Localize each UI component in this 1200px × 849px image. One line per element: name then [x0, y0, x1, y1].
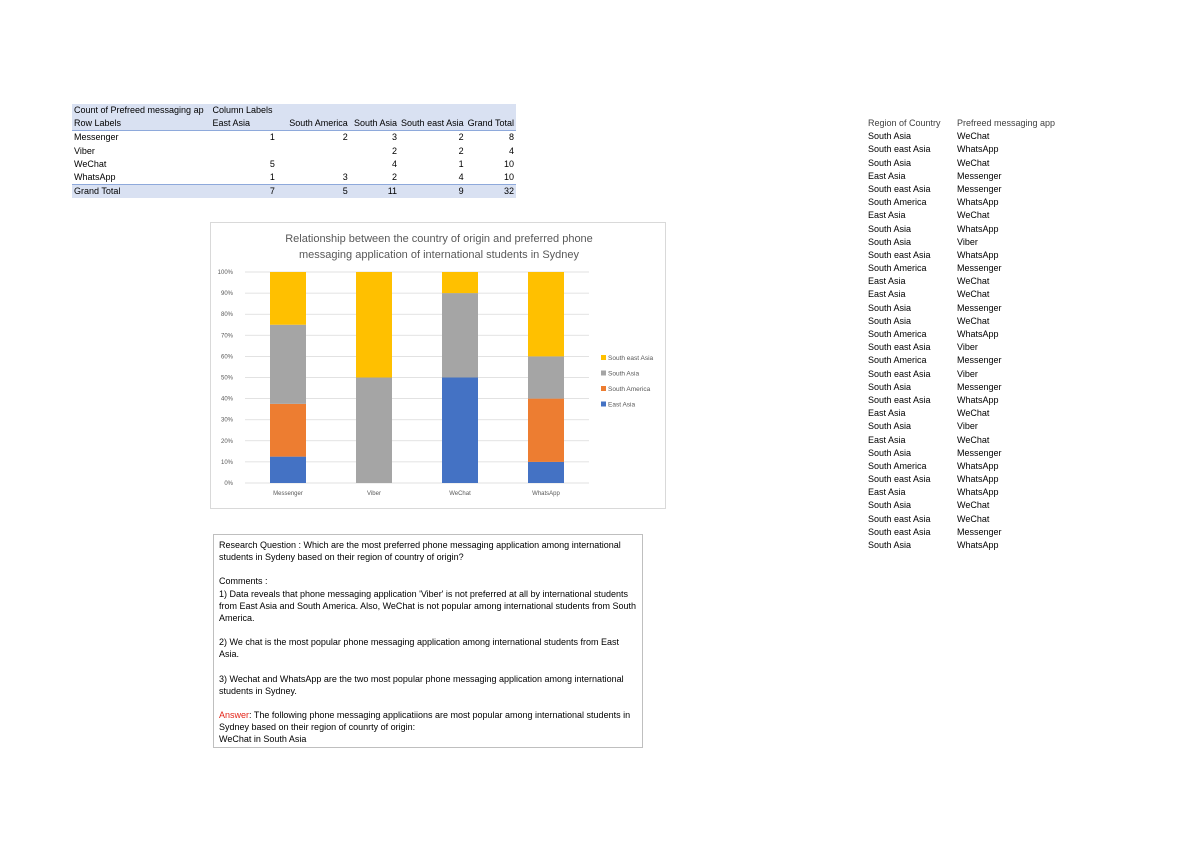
raw-region-cell[interactable]: South America	[868, 197, 927, 208]
pivot-row	[72, 171, 516, 185]
legend-label[interactable]: South Asia	[608, 370, 640, 378]
raw-data-row	[868, 328, 1067, 341]
raw-app-cell[interactable]: WeChat	[957, 315, 990, 326]
raw-data-row	[868, 249, 1067, 262]
raw-region-cell[interactable]: East Asia	[868, 408, 906, 419]
raw-data-header	[868, 117, 1067, 130]
pivot-col-header[interactable]: South America	[277, 117, 350, 131]
raw-app-cell[interactable]: WhatsApp	[957, 249, 999, 260]
research-notes-box	[213, 534, 643, 748]
y-tick-label: 70%	[220, 333, 233, 340]
pivot-row-labels[interactable]: Row Labels	[72, 117, 211, 131]
x-tick-label: Messenger	[273, 491, 303, 497]
bar-segment[interactable]	[528, 399, 564, 462]
comment-1: 1) Data reveals that phone messaging application 'Viber' is not preferred at all by international students from East Asia and South America. Also, WeChat is not popular among international students from South America.	[219, 588, 637, 624]
pivot-row	[72, 131, 516, 145]
legend-swatch	[601, 371, 606, 376]
raw-data-row	[868, 354, 1067, 367]
raw-region-cell[interactable]: East Asia	[868, 289, 906, 300]
raw-region-cell[interactable]: South Asia	[868, 131, 912, 142]
raw-region-cell[interactable]: South Asia	[868, 302, 912, 313]
legend-label[interactable]: East Asia	[608, 401, 636, 409]
raw-region-cell[interactable]: South Asia	[868, 315, 912, 326]
pivot-row	[72, 145, 516, 158]
raw-app-cell[interactable]: Messenger	[957, 263, 1002, 274]
raw-data-row	[868, 196, 1067, 209]
raw-app-cell[interactable]: WeChat	[957, 434, 990, 445]
raw-app-cell[interactable]: Viber	[957, 368, 978, 379]
raw-region-cell[interactable]: South America	[868, 263, 927, 274]
x-tick-label: WhatsApp	[532, 491, 560, 497]
pivot-row-label[interactable]: WeChat	[74, 158, 107, 169]
pivot-cell[interactable]	[211, 145, 277, 158]
raw-app-cell[interactable]: Messenger	[957, 447, 1002, 458]
raw-data-row	[868, 288, 1067, 301]
raw-app-cell[interactable]: Viber	[957, 421, 978, 432]
raw-region-cell[interactable]: South east Asia	[868, 368, 931, 379]
raw-region-cell[interactable]: South Asia	[868, 447, 912, 458]
bar-segment[interactable]	[442, 293, 478, 377]
raw-app-cell[interactable]: Messenger	[957, 170, 1002, 181]
raw-data-row	[868, 275, 1067, 288]
raw-data-row	[868, 315, 1067, 328]
raw-data-row	[868, 526, 1067, 539]
raw-region-cell[interactable]: South America	[868, 355, 927, 366]
raw-app-cell[interactable]: WeChat	[957, 408, 990, 419]
raw-data-row	[868, 223, 1067, 236]
comment-3: 3) Wechat and WhatsApp are the two most popular phone messaging application among international students in Sydney.	[219, 673, 624, 696]
pivot-col-header[interactable]: East Asia	[211, 117, 277, 131]
pivot-cell[interactable]: 2	[392, 145, 398, 156]
raw-data-row	[868, 473, 1067, 486]
raw-header-region[interactable]: Region of Country	[868, 118, 941, 128]
raw-data-list	[868, 117, 1067, 552]
pivot-cell[interactable]: 10	[503, 172, 514, 183]
raw-app-cell[interactable]: WeChat	[957, 210, 990, 221]
legend-swatch	[601, 386, 606, 391]
answer-label: Answer	[219, 710, 250, 721]
pivot-cell[interactable]: 1	[269, 132, 275, 143]
legend-label[interactable]: South east Asia	[608, 355, 654, 362]
pivot-row	[72, 158, 516, 171]
pivot-col-header[interactable]: South Asia	[350, 117, 399, 131]
raw-app-cell[interactable]: WhatsApp	[957, 144, 999, 155]
bar-segment[interactable]	[442, 272, 478, 293]
raw-app-cell[interactable]: WhatsApp	[957, 540, 999, 550]
pivot-col-header[interactable]: Grand Total	[466, 117, 516, 131]
pivot-total-cell[interactable]: 11	[350, 185, 399, 199]
raw-region-cell[interactable]: East Asia	[868, 434, 906, 445]
bar-segment[interactable]	[356, 272, 392, 378]
bar-segment[interactable]	[270, 457, 306, 483]
raw-app-cell[interactable]: WeChat	[957, 513, 990, 524]
pivot-total-cell[interactable]: 9	[399, 185, 466, 199]
raw-app-cell[interactable]: Messenger	[957, 183, 1002, 194]
raw-app-cell[interactable]: Messenger	[957, 355, 1002, 366]
y-tick-label: 80%	[220, 312, 233, 319]
bar-segment[interactable]	[270, 404, 306, 457]
pivot-cell[interactable]: 8	[508, 132, 514, 143]
x-tick-label: WeChat	[449, 491, 471, 497]
pivot-total-cell[interactable]: 7	[211, 185, 277, 199]
pivot-cell[interactable]: 4	[392, 158, 398, 169]
raw-app-cell[interactable]: WeChat	[957, 131, 990, 142]
raw-app-cell[interactable]: WhatsApp	[957, 394, 999, 405]
pivot-cell[interactable]: 1	[458, 158, 464, 169]
chart-title-line-1: Relationship between the country of origin and preferred phone	[285, 233, 593, 245]
raw-region-cell[interactable]: South east Asia	[868, 394, 931, 405]
pivot-cell[interactable]: 2	[342, 132, 348, 143]
bar-segment[interactable]	[528, 462, 564, 483]
raw-data-row	[868, 170, 1067, 183]
raw-region-cell[interactable]: South Asia	[868, 421, 912, 432]
raw-data-row	[868, 486, 1067, 499]
bar-segment[interactable]	[528, 356, 564, 398]
raw-region-cell[interactable]: South Asia	[868, 236, 912, 247]
raw-data-row	[868, 394, 1067, 407]
bar-segment[interactable]	[442, 378, 478, 484]
raw-region-cell[interactable]: South Asia	[868, 540, 912, 550]
raw-region-cell[interactable]: South Asia	[868, 381, 912, 392]
raw-data-row	[868, 447, 1067, 460]
y-tick-label: 50%	[220, 375, 233, 382]
y-tick-label: 10%	[220, 459, 233, 466]
raw-region-cell[interactable]: South east Asia	[868, 144, 931, 155]
pivot-row-label[interactable]: Viber	[74, 145, 95, 156]
raw-data-row	[868, 130, 1067, 143]
raw-region-cell[interactable]: South east Asia	[868, 513, 931, 524]
raw-app-cell[interactable]: WeChat	[957, 289, 990, 300]
raw-data-row	[868, 302, 1067, 315]
pivot-cell[interactable]: 4	[458, 172, 464, 183]
stacked-bar-chart[interactable]	[210, 222, 666, 509]
chart-title-line-2: messaging application of international students in Sydney	[298, 249, 580, 261]
bar-segment[interactable]	[270, 325, 306, 404]
raw-app-cell[interactable]: WhatsApp	[957, 223, 999, 234]
raw-app-cell[interactable]: Messenger	[957, 302, 1002, 313]
raw-app-cell[interactable]: WhatsApp	[957, 474, 999, 485]
y-tick-label: 20%	[220, 438, 233, 445]
raw-data-row	[868, 434, 1067, 447]
pivot-cell[interactable]: 3	[392, 132, 398, 143]
raw-region-cell[interactable]: South east Asia	[868, 342, 931, 353]
raw-data-row	[868, 499, 1067, 512]
raw-data-row	[868, 460, 1067, 473]
pivot-cell[interactable]: 3	[342, 172, 348, 183]
raw-app-cell[interactable]: WhatsApp	[957, 329, 999, 339]
y-tick-label: 90%	[220, 291, 233, 298]
raw-app-cell[interactable]: WhatsApp	[957, 197, 999, 208]
y-tick-label: 60%	[220, 354, 233, 361]
x-tick-label: Viber	[367, 491, 381, 497]
pivot-cell[interactable]: 2	[458, 145, 464, 156]
raw-data-row	[868, 341, 1067, 354]
legend-swatch	[601, 355, 606, 360]
pivot-total-cell[interactable]: 32	[466, 185, 516, 199]
pivot-cell[interactable]: 4	[508, 145, 514, 156]
y-tick-label: 0%	[224, 481, 233, 487]
raw-app-cell[interactable]: Messenger	[957, 381, 1002, 392]
raw-app-cell[interactable]: Viber	[957, 342, 978, 353]
raw-data-row	[868, 262, 1067, 275]
y-tick-label: 100%	[217, 270, 233, 276]
raw-app-cell[interactable]: WeChat	[957, 500, 990, 511]
raw-region-cell[interactable]: South east Asia	[868, 249, 931, 260]
pivot-column-labels[interactable]: Column Labels	[211, 104, 517, 117]
raw-region-cell[interactable]: East Asia	[868, 170, 906, 181]
pivot-row-label[interactable]: WhatsApp	[74, 172, 116, 183]
raw-app-cell[interactable]: WeChat	[957, 157, 990, 168]
pivot-table	[72, 104, 516, 198]
pivot-col-header[interactable]: South east Asia	[399, 117, 466, 131]
raw-region-cell[interactable]: East Asia	[868, 276, 906, 287]
raw-app-cell[interactable]: Messenger	[957, 526, 1002, 537]
raw-region-cell[interactable]: South east Asia	[868, 183, 931, 194]
pivot-total-row	[72, 185, 516, 199]
answer-text: : The following phone messaging applicatiions are most popular among international students in Sydney based on their region of counrty of origin:	[219, 710, 631, 733]
pivot-header-row-2	[72, 117, 516, 131]
bar-segment[interactable]	[270, 272, 306, 325]
raw-region-cell[interactable]: East Asia	[868, 487, 906, 498]
raw-data-row	[868, 157, 1067, 170]
raw-region-cell[interactable]: East Asia	[868, 210, 906, 221]
raw-data-row	[868, 143, 1067, 156]
pivot-cell[interactable]: 2	[392, 172, 398, 183]
raw-region-cell[interactable]: South America	[868, 460, 927, 471]
chart-canvas	[211, 223, 665, 508]
raw-data-row	[868, 183, 1067, 196]
raw-app-cell[interactable]: WhatsApp	[957, 460, 999, 471]
raw-data-row	[868, 513, 1067, 526]
raw-region-cell[interactable]: South America	[868, 329, 927, 339]
y-tick-label: 30%	[220, 417, 233, 424]
raw-data-row	[868, 420, 1067, 433]
pivot-cell[interactable]: 1	[269, 172, 275, 183]
raw-data-row	[868, 209, 1067, 222]
pivot-total-label[interactable]: Grand Total	[72, 185, 211, 199]
comments-label: Comments :	[219, 576, 268, 587]
bar-segment[interactable]	[356, 378, 392, 484]
legend-label[interactable]: South America	[608, 386, 651, 393]
pivot-cell[interactable]: 2	[458, 132, 464, 143]
raw-region-cell[interactable]: South east Asia	[868, 526, 931, 537]
raw-data-row	[868, 381, 1067, 394]
pivot-row-label[interactable]: Messenger	[74, 132, 119, 143]
raw-data-row	[868, 539, 1067, 552]
answer-result: WeChat in South Asia	[219, 734, 307, 745]
raw-data-row	[868, 407, 1067, 420]
raw-app-cell[interactable]: WeChat	[957, 276, 990, 287]
pivot-cell[interactable]: 10	[503, 158, 514, 169]
raw-region-cell[interactable]: South Asia	[868, 157, 912, 168]
raw-data-row	[868, 236, 1067, 249]
bar-segment[interactable]	[528, 272, 564, 356]
research-question: Research Question : Which are the most preferred phone messaging application among international students in Sydeny based on their region of country of origin?	[219, 540, 621, 563]
pivot-cell[interactable]	[277, 145, 350, 158]
raw-header-app[interactable]: Prefreed messaging app	[957, 118, 1056, 128]
pivot-total-cell[interactable]: 5	[277, 185, 350, 199]
pivot-cell[interactable]: 5	[269, 158, 275, 169]
pivot-header-row-1	[72, 104, 516, 117]
raw-app-cell[interactable]: WhatsApp	[957, 487, 999, 498]
raw-data-row	[868, 368, 1067, 381]
y-tick-label: 40%	[220, 396, 233, 403]
legend-swatch	[601, 402, 606, 407]
raw-region-cell[interactable]: South east Asia	[868, 474, 931, 485]
pivot-cell[interactable]	[277, 158, 350, 171]
raw-region-cell[interactable]: South Asia	[868, 223, 912, 234]
raw-app-cell[interactable]: Viber	[957, 236, 978, 247]
answer-paragraph	[219, 709, 637, 733]
raw-region-cell[interactable]: South Asia	[868, 500, 912, 511]
comment-2: 2) We chat is the most popular phone messaging application among international students from East Asia.	[219, 637, 620, 660]
pivot-title-cell[interactable]: Count of Prefreed messaging ap	[72, 104, 211, 117]
